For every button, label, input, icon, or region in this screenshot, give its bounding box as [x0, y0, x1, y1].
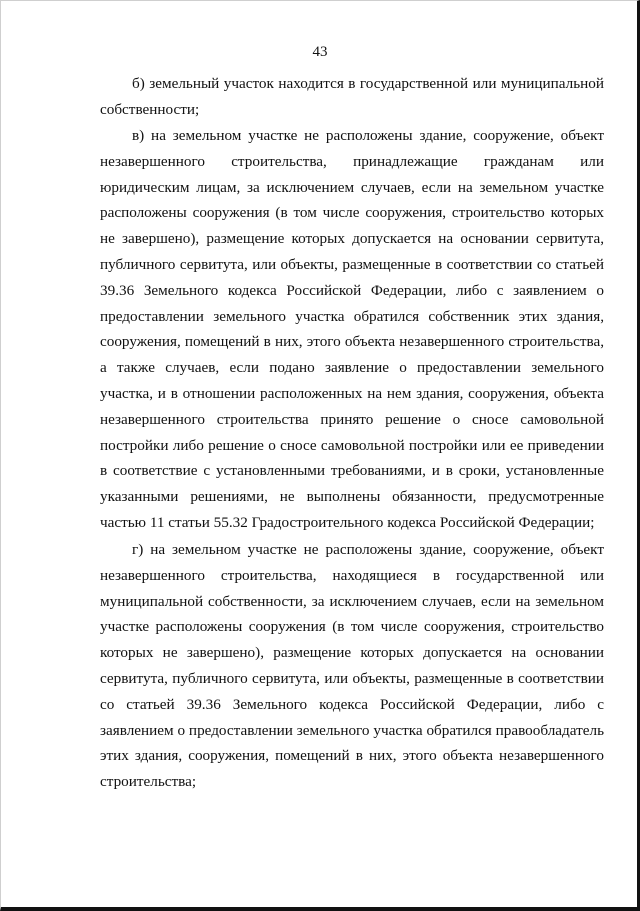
document-body-middle: [100, 123, 604, 536]
document-body-bottom: [100, 537, 604, 795]
paragraph-b: б) земельный участок находится в государственной или муниципальной собственности;: [100, 75, 604, 118]
paragraph-g: г) на земельном участке не расположены здание, сооружение, объект незавершенного строительства, находящиеся в государственной или муниципальной собственности, за исключением случаев, если на земельном участке расположены сооружения (в том числе сооружения, строительство которых не завершено), размещение которых допускается на основании сервитута, публичного сервитута, или объекты, размещенные в соответствии со статьей 39.36 Земельного кодекса Российской Федерации, либо с заявлением о предоставлении земельного участка обратился правообладатель этих здания, сооружения, помещений в них, этого объекта незавершенного строительства;: [100, 541, 604, 791]
document-body-top: [100, 71, 604, 123]
page-number: 43: [312, 44, 328, 60]
paragraph-v: в) на земельном участке не расположены здание, сооружение, объект незавершенного строительства, принадлежащие гражданам или юридическим лицам, за исключением случаев, если на земельном участке расположены сооружения (в том числе сооружения, строительство которых не завершено), размещение которых допускается на основании сервитута, публичного сервитута, или объекты, размещенные в соответствии со статьей 39.36 Земельного кодекса Российской Федерации, либо с заявлением о предоставлении земельного участка обратился собственник этих здания, сооружения, помещений в них, этого объекта незавершенного строительства, а также случаев, если подано заявление о предоставлении земельного участка, и в отношении расположенных на нем здания, сооружения, объекта незавершенного строительства принято решение о сносе самовольной постройки либо решение о сносе самовольной постройки или ее приведении в соответствие с установленными требованиями, и в сроки, установленные указанными решениями, не выполнены обязанности, предусмотренные частью 11 статьи 55.32 Градостроительного кодекса Российской Федерации;: [100, 127, 604, 531]
